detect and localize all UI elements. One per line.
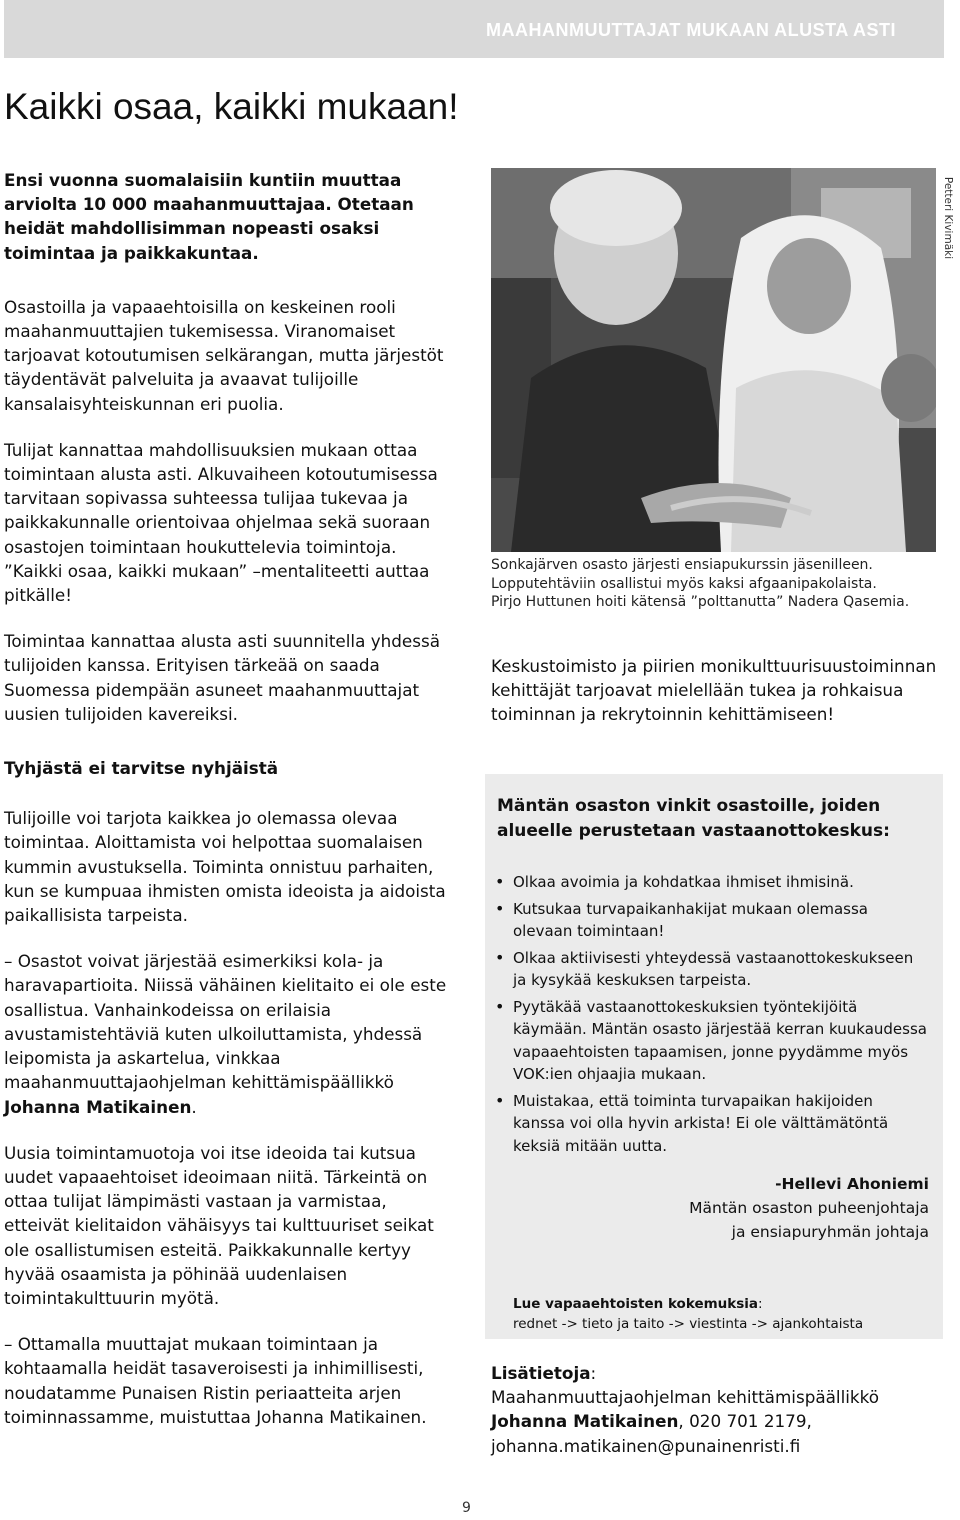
signature-name: -Hellevi Ahoniemi — [775, 1175, 929, 1193]
lead-paragraph: Ensi vuonna suomalaisiin kuntiin muuttaa arviolta 10 000 maahanmuuttajaa. Otetaan heidät mahdollisimman nopeasti osaksi toimintaa ja paikkakuntaa. — [4, 170, 414, 263]
signature-role: Mäntän osaston puheenjohtaja — [689, 1199, 929, 1217]
contact-title: Maahanmuuttajaohjelman kehittämispäällikkö — [491, 1387, 880, 1408]
contact-name-line — [491, 1409, 951, 1433]
page-number: 9 — [462, 1500, 471, 1516]
read-more-label: Lue vapaaehtoisten kokemuksia — [513, 1296, 759, 1312]
page-title: Kaikki osaa, kaikki mukaan! — [4, 86, 459, 127]
read-more-colon: : — [758, 1296, 763, 1312]
contact-colon: : — [590, 1363, 597, 1383]
signature-role: ja ensiapuryhmän johtaja — [731, 1223, 929, 1241]
read-more — [513, 1294, 863, 1334]
quote-end: . — [191, 1096, 197, 1117]
right-paragraph: Keskustoimisto ja piirien monikulttuurisuustoiminnan kehittäjät tarjoavat mielellään tukea ja rohkaisua toiminnan ja rekrytoinnin kehittämiseen! — [491, 656, 937, 725]
read-more-path: rednet -> tieto ja taito -> viestinta -> ajankohtaista — [513, 1316, 864, 1332]
caption-line: Sonkajärven osasto järjesti ensiapukurssin jäsenilleen. — [491, 557, 873, 573]
photo-illustration — [491, 168, 936, 552]
read-more-label-line — [513, 1294, 863, 1314]
body-paragraph: Tulijat kannattaa mahdollisuuksien mukaan ottaa toimintaan alusta asti. Alkuvaiheen kotoutumisessa tarvitaan sopivassa suhteessa tulijaa tukevaa ja paikkakunnalle orientoivaa ohjelmaa sekä suoraan osastojen toimintaan houkuttelevia toimintoja. ”Kaikki osaa, kaikki mukaan” –mentaliteetti auttaa pitkälle! — [4, 439, 438, 606]
right-column — [491, 654, 946, 727]
signature — [689, 1172, 929, 1244]
caption-line: Pirjo Huttunen hoiti kätensä ”polttanutta” Nadera Qasemia. — [491, 594, 910, 610]
quote-text: – Osastot voivat järjestää esimerkiksi kola- ja haravapartioita. Niissä vähäinen kielitaito ei ole este osallistua. Vanhainkodeissa on erilaisia avustamistehtäviä kuten ulkoiluttamista, yhdessä leipomista ja askartelua, vinkkaa maahanmuuttajaohjelman kehittämispäällikkö — [4, 951, 447, 1093]
body-paragraph: Tulijoille voi tarjota kaikkea jo olemassa olevaa toimintaa. Aloittamista voi helpottaa suomalaisen kummin avustuksella. Toiminta onnistuu parhaiten, kun se kumpuaa ihmisten omista ideoista ja aidoista paikallisista tarpeista. — [4, 808, 446, 926]
section-title: MAAHANMUUTTAJAT MUKAAN ALUSTA ASTI — [486, 20, 896, 40]
caption-line: Lopputehtäviin osallistui myös kaksi afgaanipakolaista. — [491, 575, 877, 592]
photo-caption — [491, 556, 951, 612]
section-subheading: Tyhjästä ei tarvitse nyhjäistä — [4, 758, 279, 779]
tips-box — [485, 774, 943, 1339]
contact-email: johanna.matikainen@punainenristi.fi — [491, 1435, 801, 1456]
body-paragraph: Toimintaa kannattaa alusta asti suunnitella yhdessä tulijoiden kanssa. Erityisen tärkeää on saada Suomessa pidempään asuneet maahanmuuttajat uusien tulijoiden kavereiksi. — [4, 631, 441, 724]
body-paragraph: Uusia toimintamuotoja voi itse ideoida tai kutsua uudet vapaaehtoiset ideoimaan niitä. Tärkeintä on ottaa tulijat lämpimästi vastaan ja varmistaa, etteivät kielitaidon vähäisyys tai kulttuuriset seikat ole osallistumisen esteitä. Paikkakunnalle kertyy hyvää osaamista ja pöhinää uudenlaisen toimintakulttuurin myötä. — [4, 1142, 434, 1308]
tips-list-item: • Pyytäkää vastaanottokeskuksien työntekijöitä käymään. Mäntän osasto järjestää kerran kuukaudessa vapaaehtoisten tapaamisen, jonne pyydämme myös VOK:ien ohjaajia mukaan. — [511, 996, 929, 1086]
left-column — [4, 168, 456, 1429]
tips-list-item: • Olkaa aktiivisesti yhteydessä vastaanottokeskukseen ja kysykää keskuksen tarpeista. — [511, 947, 929, 992]
quote-paragraph — [4, 949, 456, 1118]
body-paragraph: Osastoilla ja vapaaehtoisilla on keskeinen rooli maahanmuuttajien tukemisessa. Viranomaiset tarjoavat kotoutumisen selkärangan, mutta järjestöt täydentävät palveluita ja avaavat tulijoille kansalaisyhteiskunnan eri puolia. — [4, 296, 444, 414]
body-paragraph: – Ottamalla muuttajat mukaan toimintaan ja kohtaamalla heidät tasaveroisesti ja inhimillisesti, noudatamme Punaisen Ristin periaatteita arjen toiminnassamme, muistuttaa Johanna Matikainen. — [4, 1334, 427, 1427]
contact-info — [491, 1361, 951, 1458]
tips-list-item: • Muistakaa, että toiminta turvapaikan hakijoiden kanssa voi olla hyvin arkista! Ei ole välttämätöntä keksiä mitään uutta. — [511, 1090, 929, 1158]
quote-person: Johanna Matikainen — [4, 1096, 192, 1117]
tips-heading: Mäntän osaston vinkit osastoille, joiden alueelle perustetaan vastaanottokeskus: — [497, 796, 890, 841]
photo-credit — [938, 168, 958, 268]
contact-label: Lisätietoja — [491, 1363, 591, 1383]
contact-label-line — [491, 1361, 951, 1385]
contact-phone: , 020 701 2179, — [678, 1411, 812, 1432]
tips-list-item: • Kutsukaa turvapaikanhakijat mukaan olemassa olevaan toimintaan! — [511, 898, 929, 943]
contact-name: Johanna Matikainen — [491, 1411, 679, 1432]
tips-list — [511, 871, 929, 1161]
header-band — [4, 0, 944, 58]
tips-list-item: • Olkaa avoimia ja kohdatkaa ihmiset ihmisinä. — [511, 871, 929, 894]
photo-credit-text: Petteri Kivimäki — [942, 176, 954, 260]
article-photo — [491, 168, 936, 552]
